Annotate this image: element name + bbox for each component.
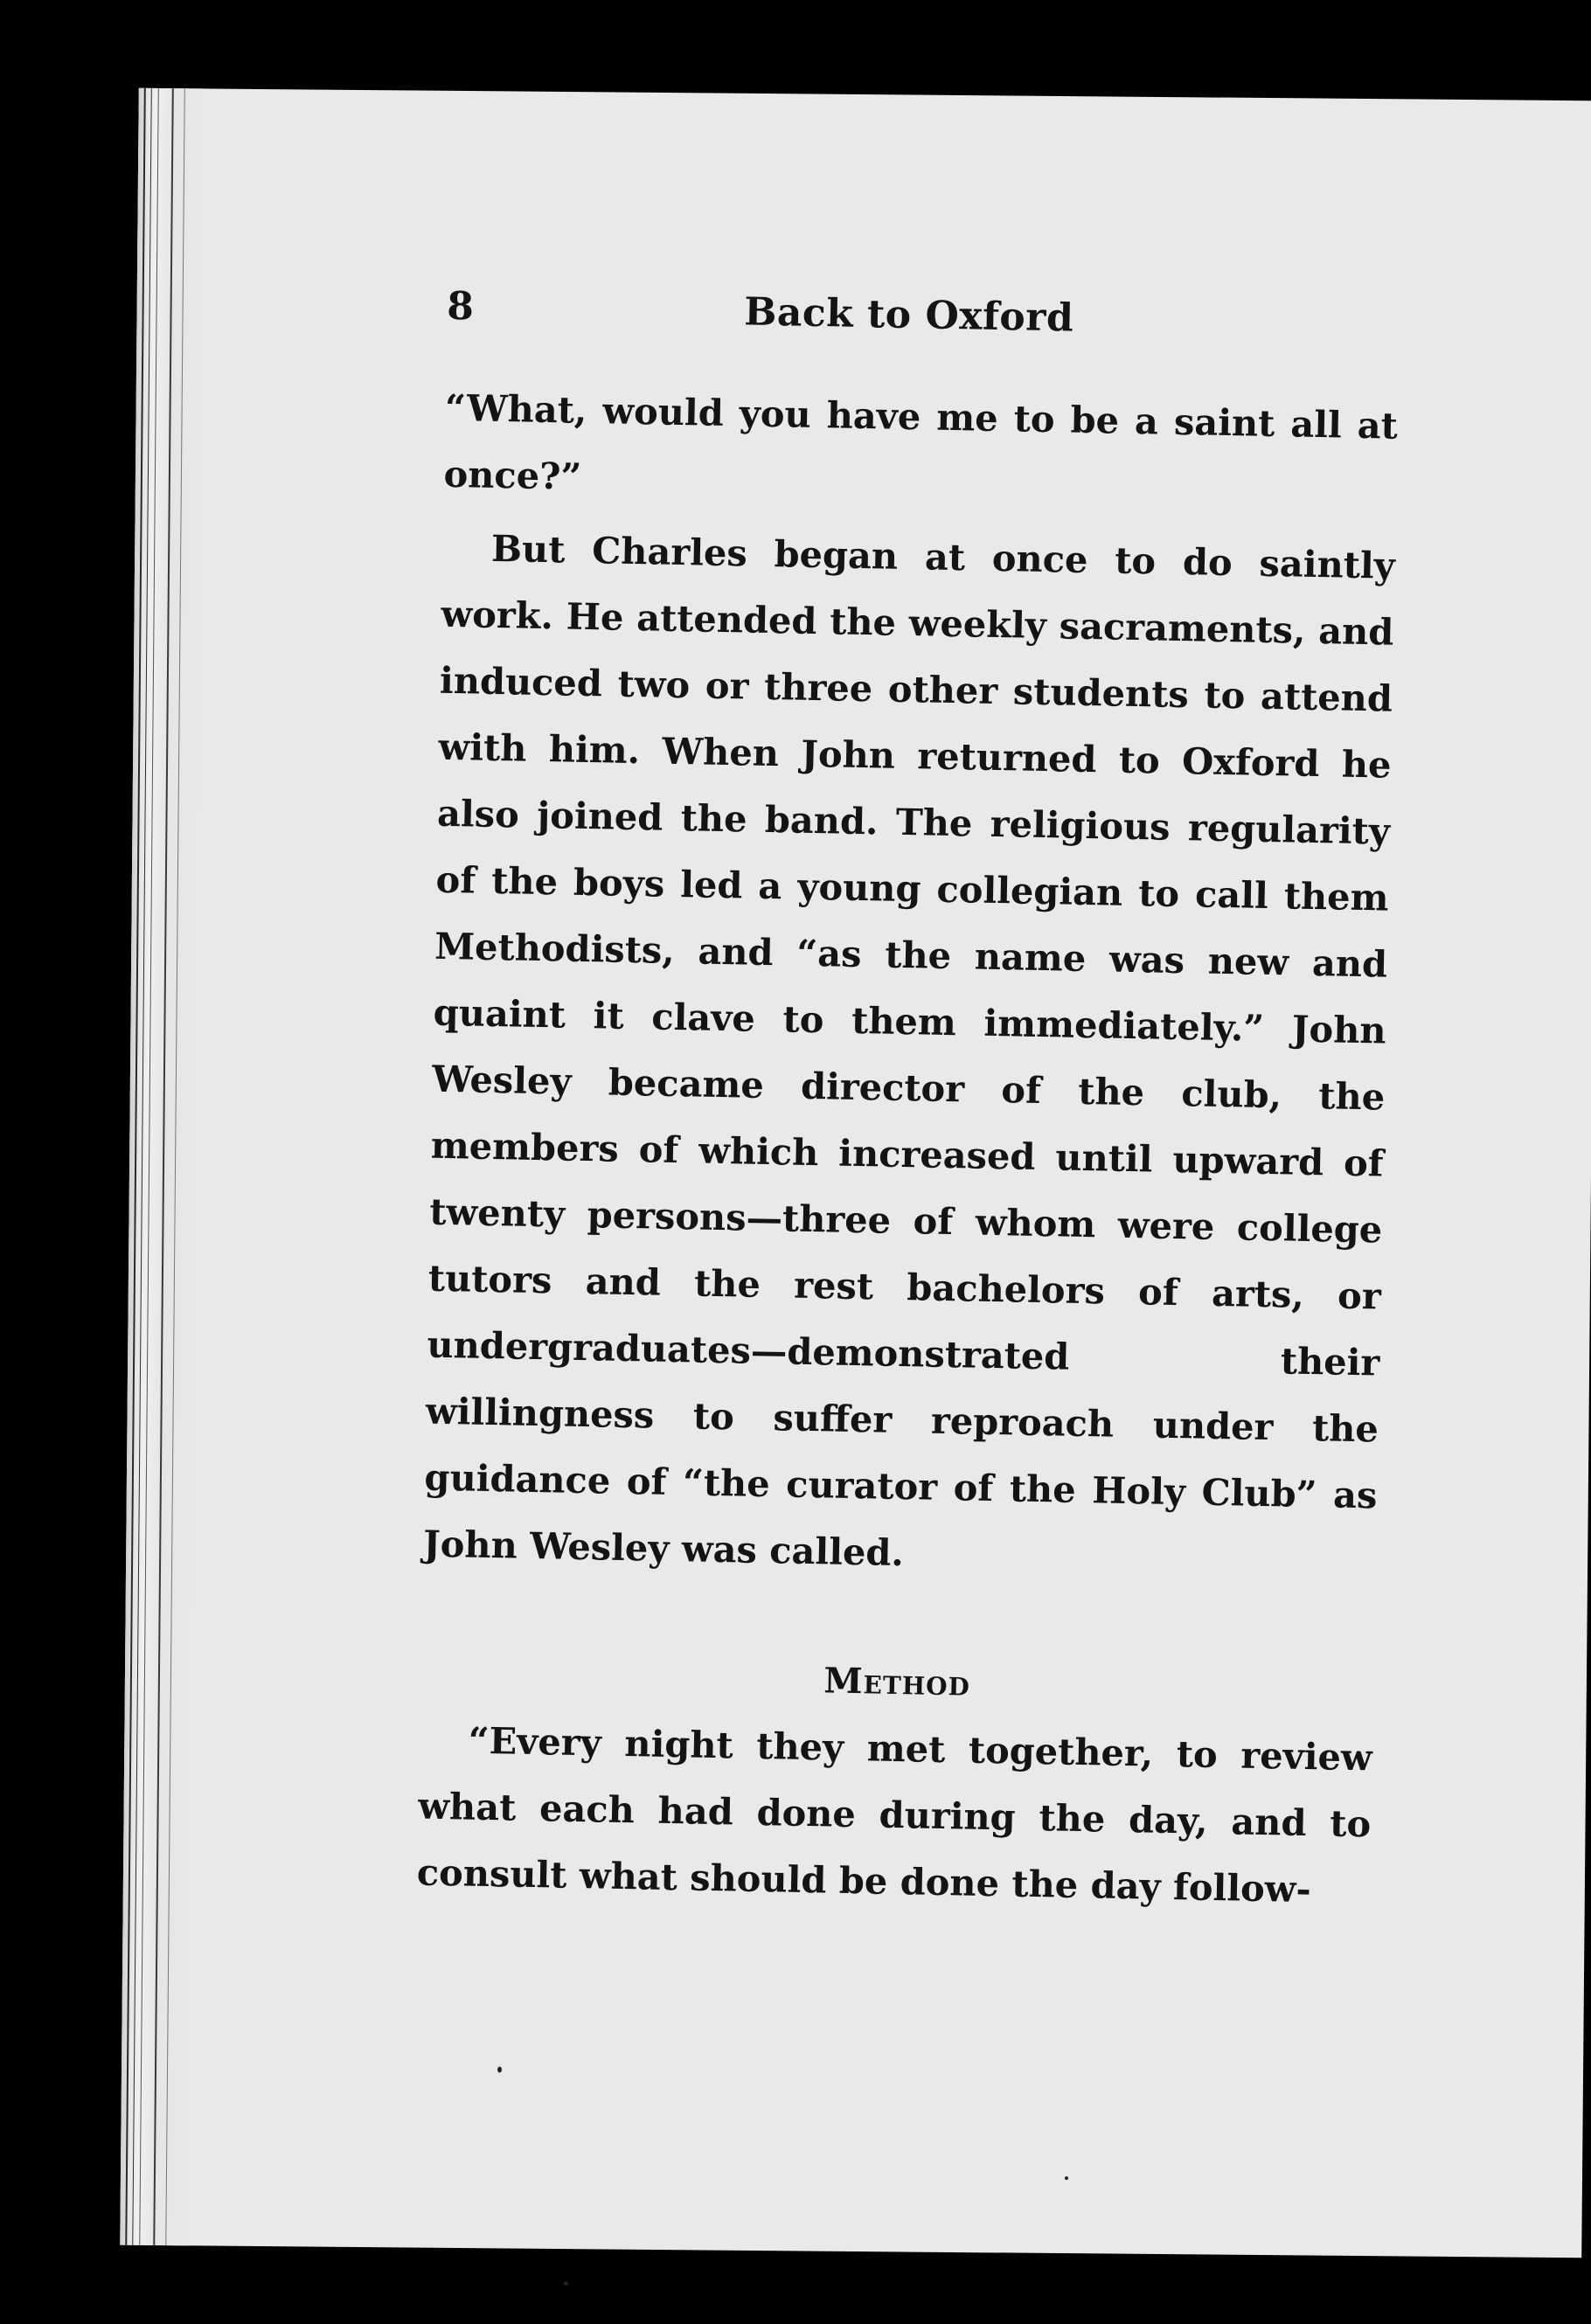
gutter-line — [153, 88, 174, 2245]
scan-speck — [497, 2066, 502, 2072]
book-page — [120, 88, 1591, 2258]
paragraph: But Charles began at once to do saintly work. He attended the weekly sacraments, and induced two or three other students to attend with him. When John returned to Oxford he also joined the band. The religious regularity of the boys led a young collegian to call them Methodists, and “as the name was new and quaint it clave to them immediately.” John Wesley became director of the club, the members of which increased until upward of twenty persons—three of whom were college tutors and the rest bachelors of arts, or undergraduates—demonstrated their willingness to suffer reproach under the guidance of “the curator of the Holy Club” as John Wesley was called. — [422, 526, 1396, 1575]
section-paragraph: “Every night they met together, to review what each had done during the day, and to consult what should be done the day follow- — [416, 1718, 1373, 1911]
page-number: 8 — [446, 283, 475, 330]
section-heading: Method — [823, 1660, 971, 1704]
paragraph: “What, would you have me to be a saint all at once?” — [443, 385, 1399, 498]
page-text — [416, 279, 1400, 1925]
running-head: Back to Oxford — [743, 289, 1074, 341]
scan-speck — [1065, 2176, 1068, 2180]
scan-speck — [564, 2281, 568, 2286]
page-header — [446, 279, 1400, 393]
page-gutter — [120, 88, 209, 2246]
